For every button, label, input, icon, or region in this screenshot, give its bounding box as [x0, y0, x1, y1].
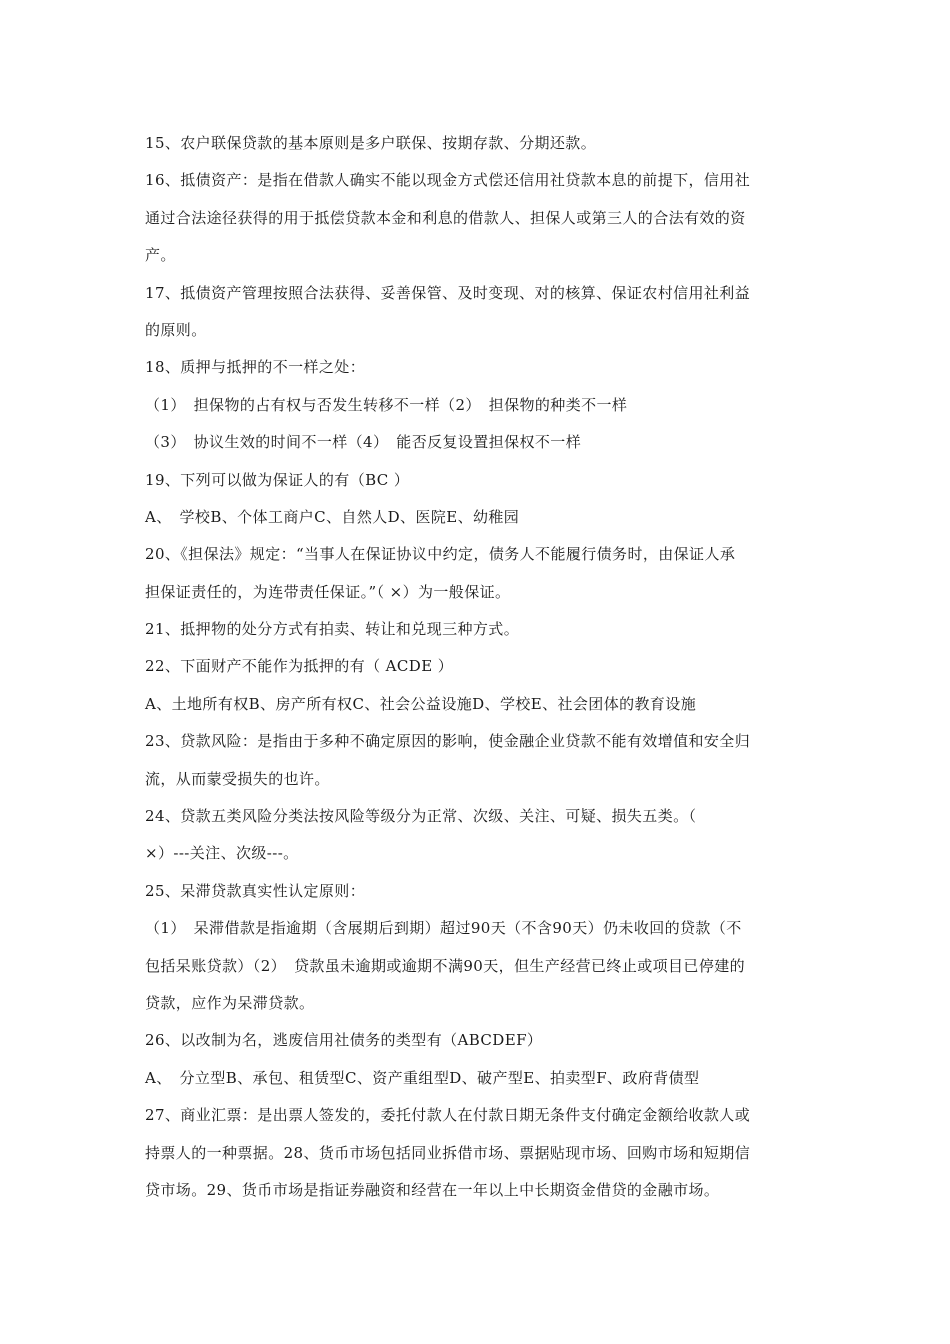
text-line: 担保证责任的，为连带责任保证。”（ ×）为一般保证。	[145, 582, 511, 601]
text-line: 25、呆滞贷款真实性认定原则：	[145, 881, 366, 900]
text-line: 26、以改制为名，逃废信用社债务的类型有（ABCDEF）	[145, 1031, 543, 1050]
text-line: （3） 协议生效的时间不一样（4） 能否反复设置担保权不一样	[145, 433, 582, 452]
text-line: 15、农户联保贷款的基本原则是多户联保、按期存款、分期还款。	[145, 134, 597, 152]
text-line: 22、下面财产不能作为抵押的有（ ACDE ）	[145, 657, 454, 676]
text-line: 17、抵债资产管理按照合法获得、妥善保管、及时变现、对的核算、保证农村信用社利益	[145, 283, 751, 302]
text-line: 流，从而蒙受损失的也许。	[145, 769, 330, 788]
text-line: 18、质押与抵押的不一样之处：	[145, 358, 366, 377]
text-line: 包括呆账贷款）（2） 贷款虽未逾期或逾期不满90天，但生产经营已终止或项目已停建的	[145, 956, 746, 975]
text-line: 贷市场。29、货币市场是指证券融资和经营在一年以上中长期资金借贷的金融市场。	[145, 1180, 720, 1199]
text-line: A、土地所有权B、房产所有权C、社会公益设施D、学校E、社会团体的教育设施	[145, 694, 697, 713]
document-body	[145, 125, 815, 1209]
text-line: 的原则。	[145, 320, 207, 339]
text-line: 通过合法途径获得的用于抵偿贷款本金和利息的借款人、担保人或第三人的合法有效的资	[145, 208, 746, 227]
text-line: A、 分立型B、承包、租赁型C、资产重组型D、破产型E、拍卖型F、政府背债型	[145, 1068, 700, 1087]
text-line: （1） 呆滞借款是指逾期（含展期后到期）超过90天（不含90天）仍未收回的贷款（不	[145, 919, 742, 938]
text-line: 产。	[145, 246, 176, 265]
text-line: 20、《担保法》规定：“当事人在保证协议中约定，债务人不能履行债务时，由保证人承	[145, 545, 736, 564]
text-line: 19、下列可以做为保证人的有（BC ）	[145, 470, 410, 489]
text-line: 贷款，应作为呆滞贷款。	[145, 993, 315, 1012]
text-line: 持票人的一种票据。28、货币市场包括同业拆借市场、票据贴现市场、回购市场和短期信	[145, 1143, 751, 1162]
text-line: A、 学校B、个体工商户C、自然人D、医院E、幼稚园	[145, 507, 520, 526]
text-line: 24、贷款五类风险分类法按风险等级分为正常、次级、关注、可疑、损失五类。（	[145, 807, 697, 826]
text-line: 16、抵债资产：是指在借款人确实不能以现金方式偿还信用社贷款本息的前提下，信用社	[145, 171, 751, 190]
text-line: 23、贷款风险：是指由于多种不确定原因的影响，使金融企业贷款不能有效增值和安全归	[145, 732, 751, 751]
text-line: 27、商业汇票：是出票人签发的，委托付款人在付款日期无条件支付确定金额给收款人或	[145, 1106, 751, 1125]
text-line: 21、抵押物的处分方式有拍卖、转让和兑现三种方式。	[145, 620, 520, 639]
text-line: ×）---关注、次级---。	[145, 844, 299, 863]
text-line: （1） 担保物的占有权与否发生转移不一样（2） 担保物的种类不一样	[145, 395, 628, 414]
